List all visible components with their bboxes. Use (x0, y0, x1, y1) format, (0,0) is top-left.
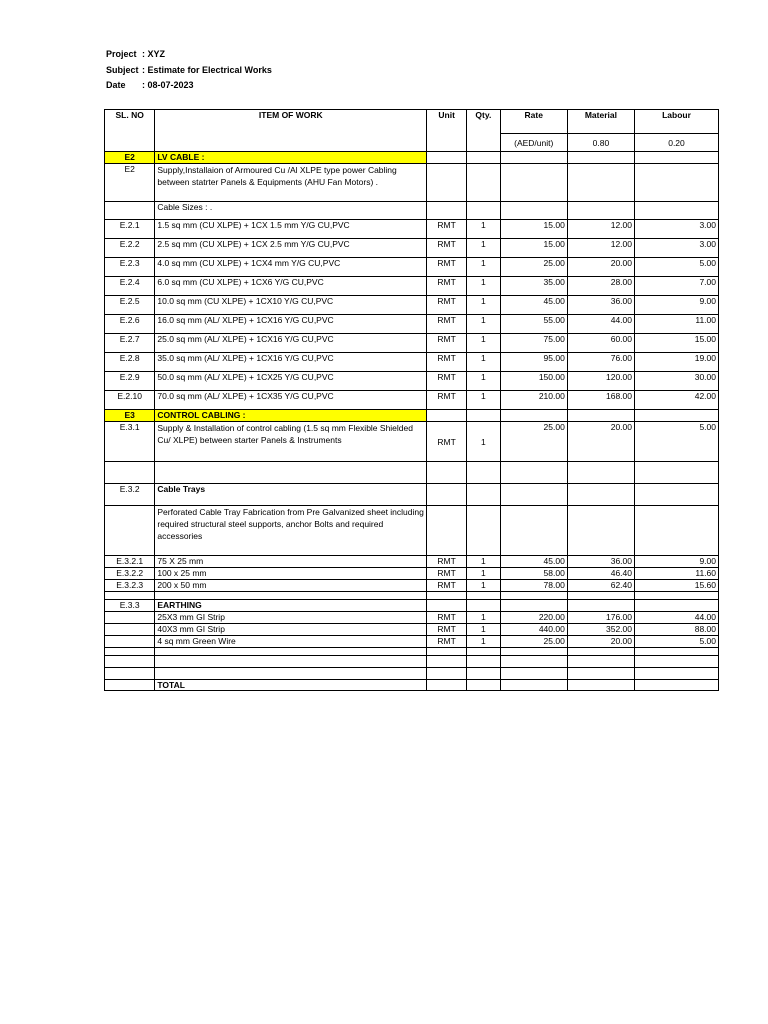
labour-cell: 3.00 (635, 220, 719, 239)
qty-cell (467, 668, 501, 680)
unit-cell (427, 202, 467, 220)
project-value: : XYZ (142, 49, 166, 59)
table-row (105, 580, 719, 592)
col-header-rate: Rate (500, 110, 567, 134)
item-cell: 35.0 sq mm (AL/ XLPE) + 1CX16 Y/G CU,PVC (155, 353, 427, 372)
qty-cell: 1 (467, 334, 501, 353)
sl-cell: E.2.4 (105, 277, 155, 296)
qty-cell (467, 164, 501, 202)
header-row (105, 110, 719, 134)
item-cell: Cable Trays (155, 484, 427, 506)
table-row (105, 220, 719, 239)
unit-cell: RMT (427, 580, 467, 592)
sl-cell (105, 668, 155, 680)
qty-cell (467, 656, 501, 668)
material-cell: 120.00 (567, 372, 634, 391)
table-row (105, 600, 719, 612)
unit-cell: RMT (427, 258, 467, 277)
rate-cell (500, 668, 567, 680)
unit-cell: RMT (427, 239, 467, 258)
table-row (105, 353, 719, 372)
subject-line (106, 65, 272, 75)
table-row (105, 656, 719, 668)
material-cell: 12.00 (567, 239, 634, 258)
unit-cell (427, 152, 467, 164)
material-cell (567, 506, 634, 556)
unit-cell: RMT (427, 296, 467, 315)
rate-cell: 15.00 (500, 239, 567, 258)
rate-cell (500, 410, 567, 422)
material-cell: 60.00 (567, 334, 634, 353)
material-cell: 20.00 (567, 636, 634, 648)
unit-cell (427, 506, 467, 556)
qty-cell: 1 (467, 556, 501, 568)
unit-cell: RMT (427, 372, 467, 391)
qty-cell (467, 648, 501, 656)
labour-cell: 9.00 (635, 296, 719, 315)
item-cell: 10.0 sq mm (CU XLPE) + 1CX10 Y/G CU,PVC (155, 296, 427, 315)
labour-cell: 7.00 (635, 277, 719, 296)
qty-cell: 1 (467, 258, 501, 277)
item-cell: Supply,Installaion of Armoured Cu /Al XLPE type power Cabling between statrter Panels & Equipments (AHU Fan Motors) . (155, 164, 427, 202)
table-row (105, 372, 719, 391)
unit-cell (427, 600, 467, 612)
labour-cell (635, 410, 719, 422)
item-cell: Cable Sizes : . (155, 202, 427, 220)
material-cell: 46.40 (567, 568, 634, 580)
sl-cell: E3 (105, 410, 155, 422)
unit-cell (427, 164, 467, 202)
item-cell: 40X3 mm GI Strip (155, 624, 427, 636)
table-row (105, 668, 719, 680)
table-row (105, 410, 719, 422)
col-header-labour: Labour (635, 110, 719, 134)
rate-cell: 15.00 (500, 220, 567, 239)
col-header-material: Material (567, 110, 634, 134)
item-cell (155, 656, 427, 668)
rate-cell: 25.00 (500, 636, 567, 648)
unit-cell (427, 410, 467, 422)
sl-cell: E.2.1 (105, 220, 155, 239)
qty-cell (467, 410, 501, 422)
table-row (105, 277, 719, 296)
labour-cell: 11.60 (635, 568, 719, 580)
table-row (105, 556, 719, 568)
unit-cell: RMT (427, 277, 467, 296)
material-cell (567, 484, 634, 506)
item-cell: 4.0 sq mm (CU XLPE) + 1CX4 mm Y/G CU,PVC (155, 258, 427, 277)
qty-cell (467, 484, 501, 506)
labour-cell: 15.00 (635, 334, 719, 353)
rate-cell (500, 680, 567, 691)
qty-cell (467, 680, 501, 691)
sl-cell: E.3.2.2 (105, 568, 155, 580)
sl-cell: E.2.2 (105, 239, 155, 258)
unit-cell: RMT (427, 391, 467, 410)
material-cell: 44.00 (567, 315, 634, 334)
unit-cell (427, 462, 467, 484)
sl-cell: E.2.3 (105, 258, 155, 277)
table-row (105, 612, 719, 624)
sl-cell: E.3.2.3 (105, 580, 155, 592)
item-cell: 2.5 sq mm (CU XLPE) + 1CX 2.5 mm Y/G CU,PVC (155, 239, 427, 258)
sl-cell: E.2.10 (105, 391, 155, 410)
table-row (105, 422, 719, 462)
table-row (105, 334, 719, 353)
material-cell (567, 592, 634, 600)
sl-cell (105, 656, 155, 668)
labour-cell: 44.00 (635, 612, 719, 624)
sl-cell (105, 648, 155, 656)
estimate-table (104, 109, 719, 691)
sl-cell (105, 202, 155, 220)
table-row (105, 315, 719, 334)
material-cell: 12.00 (567, 220, 634, 239)
col-header-qty: Qty. (467, 110, 501, 152)
material-cell: 20.00 (567, 258, 634, 277)
item-cell: 200 x 50 mm (155, 580, 427, 592)
qty-cell: 1 (467, 220, 501, 239)
rate-cell: 78.00 (500, 580, 567, 592)
labour-cell: 5.00 (635, 636, 719, 648)
rate-cell: 150.00 (500, 372, 567, 391)
labour-cell (635, 656, 719, 668)
material-cell (567, 600, 634, 612)
project-line (106, 49, 165, 59)
unit-cell: RMT (427, 220, 467, 239)
table-row (105, 680, 719, 691)
table-row (105, 391, 719, 410)
labour-cell (635, 668, 719, 680)
material-cell (567, 152, 634, 164)
rate-cell: 58.00 (500, 568, 567, 580)
item-cell: 75 X 25 mm (155, 556, 427, 568)
qty-cell (467, 600, 501, 612)
rate-cell (500, 656, 567, 668)
item-cell: 25X3 mm GI Strip (155, 612, 427, 624)
material-cell: 168.00 (567, 391, 634, 410)
sl-cell (105, 680, 155, 691)
material-cell (567, 668, 634, 680)
material-cell: 28.00 (567, 277, 634, 296)
unit-cell: RMT (427, 422, 467, 462)
rate-cell (500, 462, 567, 484)
labour-cell (635, 152, 719, 164)
qty-cell: 1 (467, 353, 501, 372)
sl-cell (105, 636, 155, 648)
sl-cell: E.3.1 (105, 422, 155, 462)
subject-label: Subject (106, 65, 139, 75)
col-header-unit: Unit (427, 110, 467, 152)
item-cell: LV CABLE : (155, 152, 427, 164)
date-label: Date (106, 80, 126, 90)
date-value: : 08-07-2023 (142, 80, 194, 90)
rate-cell (500, 592, 567, 600)
qty-cell (467, 592, 501, 600)
rate-cell: 55.00 (500, 315, 567, 334)
unit-cell (427, 680, 467, 691)
material-cell (567, 202, 634, 220)
unit-cell: RMT (427, 334, 467, 353)
labour-cell (635, 648, 719, 656)
qty-cell (467, 462, 501, 484)
rate-cell: 25.00 (500, 258, 567, 277)
item-cell: 100 x 25 mm (155, 568, 427, 580)
date-line (106, 80, 194, 90)
qty-cell (467, 152, 501, 164)
labour-cell (635, 164, 719, 202)
item-cell (155, 592, 427, 600)
sl-cell (105, 462, 155, 484)
qty-cell: 1 (467, 624, 501, 636)
labour-cell (635, 506, 719, 556)
labour-factor: 0.20 (635, 134, 719, 152)
labour-cell (635, 462, 719, 484)
item-cell: Perforated Cable Tray Fabrication from Pre Galvanized sheet including required structural steel supports, anchor Bolts and required accessories (155, 506, 427, 556)
sl-cell: E.2.8 (105, 353, 155, 372)
sl-cell: E.3.3 (105, 600, 155, 612)
sl-cell (105, 624, 155, 636)
rate-cell: 210.00 (500, 391, 567, 410)
qty-cell: 1 (467, 296, 501, 315)
item-cell: CONTROL CABLING : (155, 410, 427, 422)
rate-cell (500, 600, 567, 612)
material-cell (567, 164, 634, 202)
unit-cell (427, 592, 467, 600)
table-row (105, 648, 719, 656)
rate-cell: 75.00 (500, 334, 567, 353)
material-cell (567, 680, 634, 691)
rate-cell: 95.00 (500, 353, 567, 372)
labour-cell (635, 202, 719, 220)
rate-cell (500, 202, 567, 220)
labour-cell: 42.00 (635, 391, 719, 410)
material-factor: 0.80 (567, 134, 634, 152)
sl-cell (105, 592, 155, 600)
rate-cell: 220.00 (500, 612, 567, 624)
labour-cell: 15.60 (635, 580, 719, 592)
unit-cell (427, 656, 467, 668)
unit-cell (427, 668, 467, 680)
qty-cell (467, 202, 501, 220)
rate-cell (500, 152, 567, 164)
sl-cell: E.3.2 (105, 484, 155, 506)
qty-cell: 1 (467, 372, 501, 391)
labour-cell (635, 484, 719, 506)
material-cell (567, 410, 634, 422)
item-cell: 6.0 sq mm (CU XLPE) + 1CX6 Y/G CU,PVC (155, 277, 427, 296)
table-row (105, 636, 719, 648)
qty-cell: 1 (467, 277, 501, 296)
rate-cell: 440.00 (500, 624, 567, 636)
material-cell: 176.00 (567, 612, 634, 624)
item-cell: EARTHING (155, 600, 427, 612)
qty-cell: 1 (467, 568, 501, 580)
rate-cell (500, 506, 567, 556)
labour-cell (635, 680, 719, 691)
item-cell: TOTAL (155, 680, 427, 691)
table-row (105, 624, 719, 636)
labour-cell: 30.00 (635, 372, 719, 391)
qty-cell: 1 (467, 422, 501, 462)
qty-cell: 1 (467, 239, 501, 258)
table-row (105, 506, 719, 556)
item-cell (155, 648, 427, 656)
table-row (105, 462, 719, 484)
sl-cell: E.2.5 (105, 296, 155, 315)
sl-cell: E.2.7 (105, 334, 155, 353)
table-row (105, 239, 719, 258)
sl-cell: E.3.2.1 (105, 556, 155, 568)
rate-cell: 45.00 (500, 556, 567, 568)
unit-cell: RMT (427, 624, 467, 636)
table-row (105, 152, 719, 164)
table-row (105, 592, 719, 600)
material-cell (567, 462, 634, 484)
item-cell: 1.5 sq mm (CU XLPE) + 1CX 1.5 mm Y/G CU,PVC (155, 220, 427, 239)
material-cell (567, 648, 634, 656)
labour-cell: 3.00 (635, 239, 719, 258)
table-row (105, 202, 719, 220)
rate-unit-label: (AED/unit) (500, 134, 567, 152)
labour-cell: 88.00 (635, 624, 719, 636)
item-cell: 4 sq mm Green Wire (155, 636, 427, 648)
labour-cell: 9.00 (635, 556, 719, 568)
sl-cell (105, 506, 155, 556)
rate-cell: 45.00 (500, 296, 567, 315)
unit-cell: RMT (427, 636, 467, 648)
item-cell: Supply & Installation of control cabling (1.5 sq mm Flexible Shielded Cu/ XLPE) between starter Panels & Instruments (155, 422, 427, 462)
table-row (105, 164, 719, 202)
qty-cell: 1 (467, 315, 501, 334)
col-header-item: ITEM OF WORK (155, 110, 427, 152)
material-cell: 36.00 (567, 556, 634, 568)
unit-cell: RMT (427, 612, 467, 624)
labour-cell (635, 600, 719, 612)
material-cell: 62.40 (567, 580, 634, 592)
labour-cell: 19.00 (635, 353, 719, 372)
table-row (105, 258, 719, 277)
material-cell: 76.00 (567, 353, 634, 372)
unit-cell (427, 648, 467, 656)
item-cell (155, 668, 427, 680)
col-header-sl: SL. NO (105, 110, 155, 152)
item-cell: 16.0 sq mm (AL/ XLPE) + 1CX16 Y/G CU,PVC (155, 315, 427, 334)
sl-cell: E2 (105, 152, 155, 164)
table-row (105, 296, 719, 315)
table-row (105, 568, 719, 580)
unit-cell (427, 484, 467, 506)
item-cell: 25.0 sq mm (AL/ XLPE) + 1CX16 Y/G CU,PVC (155, 334, 427, 353)
rate-cell (500, 648, 567, 656)
project-label: Project (106, 49, 137, 59)
sl-cell: E.2.6 (105, 315, 155, 334)
item-cell: 50.0 sq mm (AL/ XLPE) + 1CX25 Y/G CU,PVC (155, 372, 427, 391)
material-cell: 352.00 (567, 624, 634, 636)
item-cell: 70.0 sq mm (AL/ XLPE) + 1CX35 Y/G CU,PVC (155, 391, 427, 410)
rate-cell: 25.00 (500, 422, 567, 462)
qty-cell: 1 (467, 612, 501, 624)
unit-cell: RMT (427, 315, 467, 334)
sl-cell: E.2.9 (105, 372, 155, 391)
item-cell (155, 462, 427, 484)
qty-cell (467, 506, 501, 556)
qty-cell: 1 (467, 391, 501, 410)
sl-cell (105, 612, 155, 624)
rate-cell: 35.00 (500, 277, 567, 296)
subject-value: : Estimate for Electrical Works (142, 65, 272, 75)
unit-cell: RMT (427, 568, 467, 580)
unit-cell: RMT (427, 353, 467, 372)
material-cell: 36.00 (567, 296, 634, 315)
material-cell: 20.00 (567, 422, 634, 462)
labour-cell: 5.00 (635, 258, 719, 277)
rate-cell (500, 484, 567, 506)
table-row (105, 484, 719, 506)
labour-cell (635, 592, 719, 600)
unit-cell: RMT (427, 556, 467, 568)
labour-cell: 5.00 (635, 422, 719, 462)
qty-cell: 1 (467, 636, 501, 648)
sl-cell: E2 (105, 164, 155, 202)
qty-cell: 1 (467, 580, 501, 592)
labour-cell: 11.00 (635, 315, 719, 334)
material-cell (567, 656, 634, 668)
rate-cell (500, 164, 567, 202)
